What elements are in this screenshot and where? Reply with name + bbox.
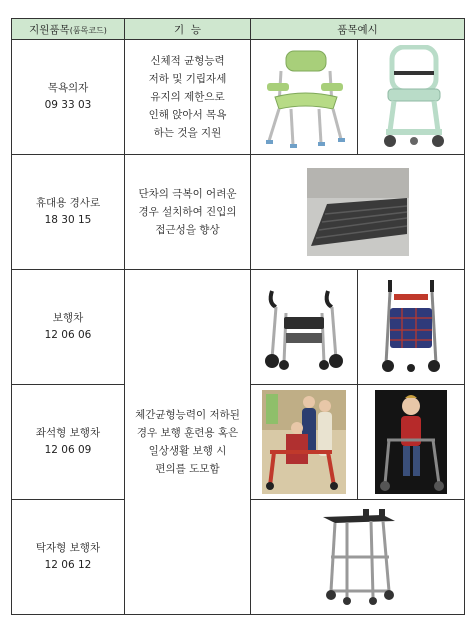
- header-item-label: 지원품목: [29, 23, 70, 36]
- function-line: 저하 및 기립자세: [148, 73, 227, 85]
- bath-chair-wheeled-image: [364, 45, 459, 149]
- example-image-cell: [358, 385, 465, 500]
- example-image-cell: [251, 500, 465, 615]
- item-name: 목욕의자: [47, 82, 89, 94]
- table-header-row: [12, 19, 465, 40]
- table-row: [12, 155, 465, 270]
- item-cell: [12, 270, 125, 385]
- function-line: 단차의 극복이 어려운: [138, 188, 237, 200]
- function-line: 하는 것을 지원: [153, 127, 222, 139]
- function-line: 인해 앉아서 목욕: [148, 109, 227, 121]
- example-image-cell: [251, 385, 358, 500]
- item-cell: [12, 500, 125, 615]
- header-code-label: (품목코드): [69, 25, 107, 35]
- example-image-cell: [358, 270, 465, 385]
- header-item-code: [12, 19, 125, 40]
- seated-walker-photo-image: [262, 390, 346, 494]
- function-cell: [125, 155, 251, 270]
- table-row: [12, 270, 465, 385]
- header-function: 기 능: [125, 19, 251, 40]
- header-examples: 품목예시: [251, 19, 465, 40]
- item-code: 12 06 09: [44, 444, 92, 456]
- item-code: 18 30 15: [44, 214, 92, 226]
- function-line: 일상생활 보행 시: [148, 445, 227, 457]
- function-line: 신체적 균형능력: [150, 55, 225, 67]
- example-image-cell: [251, 40, 358, 155]
- function-line: 경우 설치하여 진입의: [138, 206, 237, 218]
- table-row: [12, 40, 465, 155]
- function-line: 편의를 도모함: [155, 463, 220, 475]
- function-line: 경우 보행 훈련용 혹은: [136, 427, 239, 439]
- item-name: 탁자형 보행차: [35, 542, 101, 554]
- function-line: 체간균형능력이 저하된: [135, 409, 240, 421]
- function-line: 접근성을 향상: [155, 224, 220, 236]
- function-cell: [125, 40, 251, 155]
- example-image-cell: [251, 270, 358, 385]
- item-cell: [12, 155, 125, 270]
- item-cell: [12, 385, 125, 500]
- table-walker-image: [313, 507, 403, 607]
- function-line: 유지의 제한으로: [150, 91, 225, 103]
- item-cell: [12, 40, 125, 155]
- example-image-cell: [358, 40, 465, 155]
- item-name: 좌석형 보행차: [35, 427, 101, 439]
- item-name: 보행차: [52, 312, 84, 324]
- example-image-cell: [251, 155, 465, 270]
- item-code: 12 06 12: [44, 559, 92, 571]
- bath-chair-green-image: [257, 45, 352, 149]
- item-code: 12 06 06: [44, 329, 92, 341]
- shopping-rollator-image: [376, 278, 446, 376]
- support-items-table: [11, 18, 465, 615]
- rollator-image: [262, 283, 346, 371]
- item-code: 09 33 03: [44, 99, 92, 111]
- child-walker-photo-image: [375, 390, 447, 494]
- item-name: 휴대용 경사로: [35, 197, 101, 209]
- portable-ramp-image: [307, 168, 409, 256]
- shared-function-cell: [125, 270, 251, 615]
